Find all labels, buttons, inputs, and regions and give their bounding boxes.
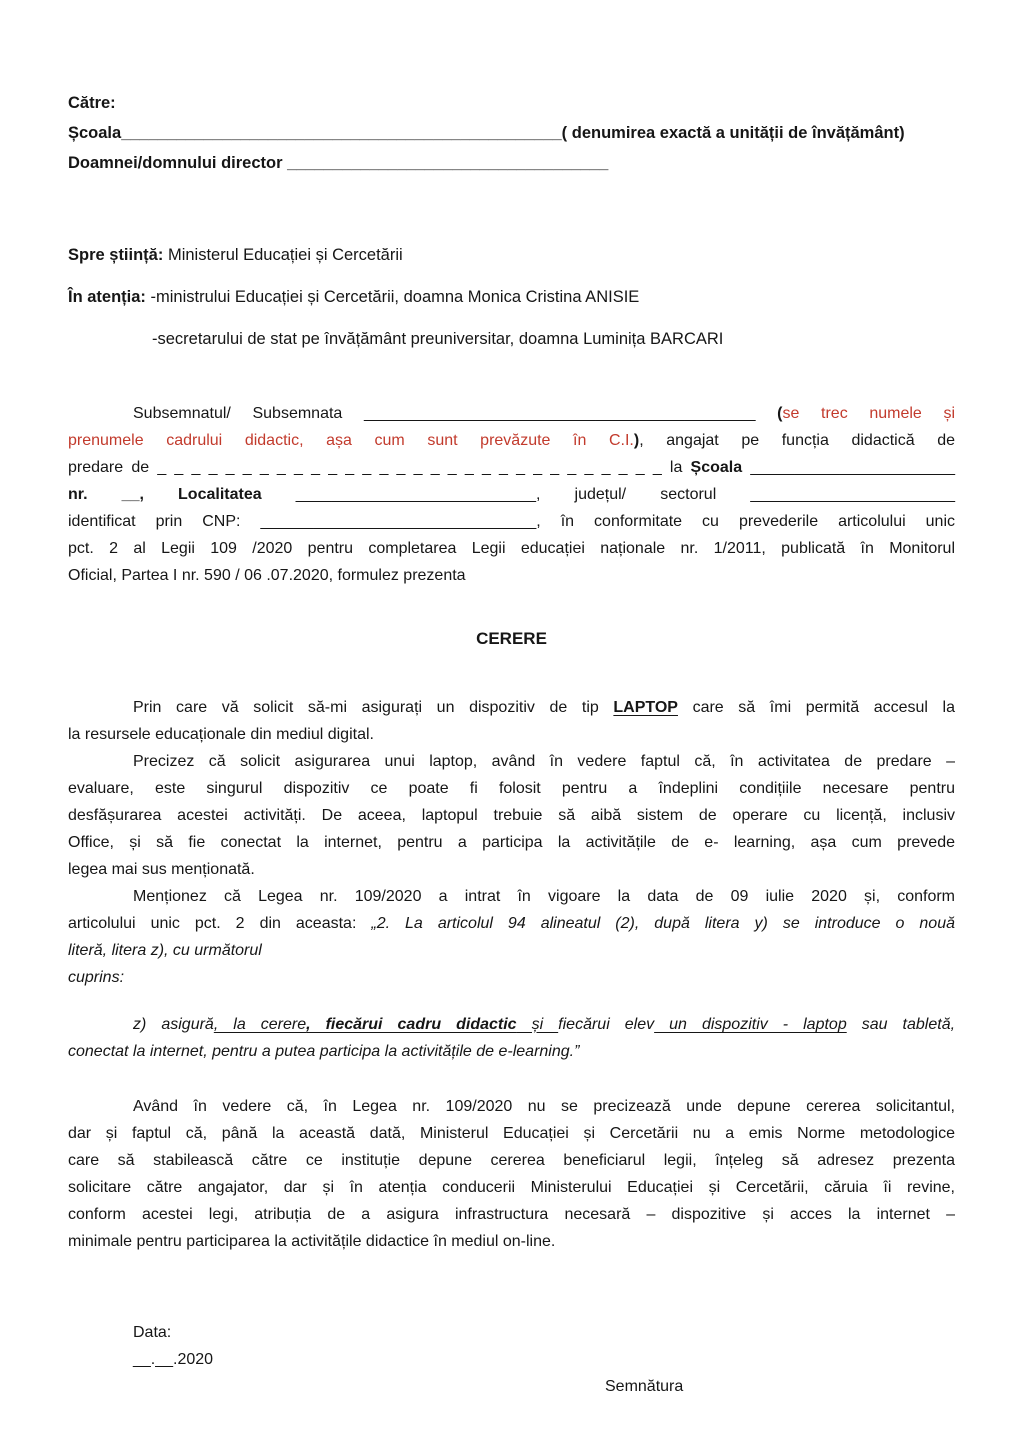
text-segment: ( [755, 405, 783, 422]
text-segment: articolului unic pct. 2 din aceasta: [68, 915, 372, 932]
addressee-block [68, 88, 955, 178]
text-segment: ___________________________, [261, 486, 541, 503]
text-segment: conectat la internet, pentru a putea participa la activitățile de e-learning.” [68, 1043, 580, 1060]
text-segment: predare de [68, 459, 158, 476]
text-line [68, 937, 955, 964]
text-segment: -ministrului Educației și Cercetării, doamna Monica Cristina ANISIE [145, 288, 640, 306]
text-line [68, 856, 955, 883]
text-segment: _______________________ [750, 486, 956, 503]
text-line [68, 802, 955, 829]
text-segment: literă, litera z), cu următorul [68, 942, 262, 959]
text-segment: Școala [690, 459, 743, 476]
date-value: __.__.2020 [133, 1351, 214, 1368]
text-line [68, 829, 955, 856]
text-segment: _______________________ [742, 459, 955, 476]
text-segment [144, 486, 178, 503]
paragraph-precizez [68, 748, 955, 883]
text-segment: Având în vedere că, în Legea nr. 109/2020 nu se precizează unde depune cererea solicitantul, [133, 1098, 955, 1115]
text-segment: Subsemnatul/ Subsemnata [133, 405, 364, 422]
text-segment: LAPTOP [613, 699, 678, 716]
text-segment: Ministerul Educației și Cercetării [163, 246, 403, 264]
text-segment: sau tabletă, [846, 1016, 956, 1033]
text-line [68, 454, 955, 481]
text-segment: cuprins: [68, 969, 125, 986]
text-segment: Menționez că Legea nr. 109/2020 a intrat în vigoare la data de 09 iulie 2020 și, conform [133, 888, 955, 905]
text-line [68, 88, 955, 118]
paragraph-conclusion [68, 1093, 955, 1255]
text-segment: Doamnei/domnului director ___________________________________ [68, 154, 609, 172]
text-segment: se trec numele și [782, 405, 956, 422]
text-segment [88, 486, 122, 503]
text-line [68, 1011, 955, 1038]
text-segment: identificat prin CNP: _______________________________, în conformitate cu prevederile articolului unic [68, 513, 955, 530]
request-title: CERERE [476, 629, 547, 648]
text-line [68, 148, 955, 178]
text-segment: Localitatea [178, 486, 262, 503]
text-line [68, 775, 955, 802]
signature-label: Semnătura [605, 1378, 684, 1395]
text-line [68, 400, 955, 427]
text-segment: ____________________________________________ [363, 405, 756, 422]
text-segment: la resursele educaționale din mediul digital. [68, 726, 374, 743]
text-line [68, 1228, 955, 1255]
text-segment: Spre știință: [68, 246, 164, 264]
paragraph-request [68, 694, 955, 748]
text-segment: z) asigură [133, 1016, 214, 1033]
text-line [68, 535, 955, 562]
text-segment: județul/ sectorul [540, 486, 751, 503]
text-line [68, 883, 955, 910]
text-segment: un dispozitiv - laptop [654, 1016, 847, 1033]
text-line [68, 721, 955, 748]
text-line [68, 427, 955, 454]
text-line [68, 1174, 955, 1201]
text-line [68, 694, 955, 721]
paragraph-mentionez [68, 883, 955, 991]
text-segment: fiecărui elev [558, 1016, 655, 1033]
text-segment: evaluare, este singurul dispozitiv ce poate fi folosit pentru a îndeplini condițiile necesare pentru [68, 780, 955, 797]
text-segment: __, [121, 486, 144, 503]
paragraph-law-quote [68, 1011, 955, 1065]
text-segment: ) [633, 432, 640, 449]
date-label: Data: [133, 1324, 172, 1341]
text-segment: Școala________________________________________________( denumirea exactă a unității de învățământ) [68, 124, 905, 142]
text-line [68, 282, 955, 312]
text-segment: „2. La articolul 94 alineatul (2), după litera y) se introduce o nouă [371, 915, 955, 932]
intro-paragraph [68, 400, 955, 589]
text-segment: dar și faptul că, până la această dată, Ministerul Educației și Cercetării nu a emis Norme metodologice [68, 1125, 955, 1142]
text-segment: desfășurarea acestei activități. De aceea, laptopul trebuie să aibă sistem de operare cu licență, inclusiv [68, 807, 955, 824]
text-line [68, 240, 955, 270]
text-line [68, 508, 955, 535]
text-segment: În atenția: [68, 288, 146, 306]
text-segment: legea mai sus menționată. [68, 861, 255, 878]
text-segment: Prin care vă solicit să-mi asigurați un dispozitiv de tip [133, 699, 614, 716]
text-segment: care să îmi permită accesul la [677, 699, 955, 716]
text-line [68, 910, 955, 937]
text-line [68, 964, 955, 991]
text-segment: _ _ _ _ _ _ _ _ _ _ _ _ _ _ _ _ _ _ _ _ _ _ _ _ _ _ _ _ _ _ [157, 459, 662, 476]
text-segment: , fiecărui cadru didactic [306, 1016, 517, 1033]
text-segment: conform acestei legi, atribuția de a asigura infrastructura necesară – dispozitive și acces la internet – [68, 1206, 955, 1223]
text-segment: prenumele cadrului didactic, așa cum sunt prevăzute în C.I. [68, 432, 634, 449]
text-segment: Către: [68, 94, 116, 112]
text-line [68, 324, 955, 354]
text-line [68, 562, 955, 589]
notice-block [68, 240, 955, 354]
text-line [68, 1093, 955, 1120]
text-segment: minimale pentru participarea la activitățile didactice în mediul on-line. [68, 1233, 556, 1250]
text-line [68, 481, 955, 508]
text-segment: Oficial, Partea I nr. 590 / 06 .07.2020, formulez prezenta [68, 567, 466, 584]
text-segment: -secretarului de stat pe învățământ preuniversitar, doamna Luminița BARCARI [152, 330, 724, 348]
text-segment: la [661, 459, 691, 476]
text-line [68, 1120, 955, 1147]
text-segment: Office, și să fie conectat la internet, pentru a participa la activitățile de e- learning, așa cum prevede [68, 834, 955, 851]
text-segment: și [516, 1016, 559, 1033]
text-line [68, 118, 955, 148]
text-line [68, 1038, 955, 1065]
text-line [68, 748, 955, 775]
text-segment: pct. 2 al Legii 109 /2020 pentru completarea Legii educației naționale nr. 1/2011, publicată în Monitorul [68, 540, 955, 557]
text-segment: , la cerere [213, 1016, 307, 1033]
text-segment: , angajat pe funcția didactică de [639, 432, 956, 449]
closing-block [68, 1319, 955, 1400]
text-segment: solicitare către angajator, dar și în atenția conducerii Ministerului Educației și Cercetării, căruia îi revine, [68, 1179, 955, 1196]
text-line [68, 1147, 955, 1174]
text-segment: care să stabilească către ce instituție depune cererea beneficiarul legii, înțeleg să adresez prezenta [68, 1152, 955, 1169]
text-segment: nr. [68, 486, 88, 503]
text-line [68, 1201, 955, 1228]
text-segment: Precizez că solicit asigurarea unui laptop, având în vedere faptul că, în activitatea de predare – [133, 753, 955, 770]
